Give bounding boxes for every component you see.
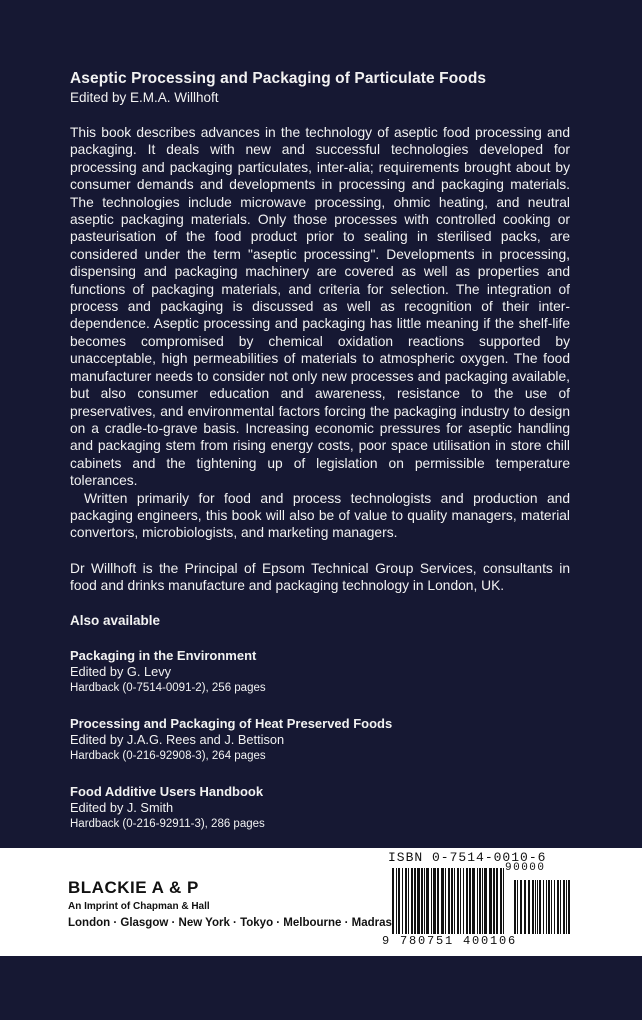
publisher-imprint: An Imprint of Chapman & Hall <box>68 901 210 912</box>
book-title: Aseptic Processing and Packaging of Particulate Foods <box>70 70 487 87</box>
related-book-info: Hardback (0-7514-0091-2), 256 pages <box>70 681 266 694</box>
related-book-editor: Edited by G. Levy <box>70 663 172 679</box>
related-book-editor: Edited by J. Smith <box>70 799 174 815</box>
related-book <box>70 784 570 832</box>
related-book <box>70 716 570 764</box>
barcode-icon <box>392 868 572 938</box>
barcode-number: 9 780751 400106 <box>382 934 518 948</box>
publisher-logo: BLACKIE A & P <box>68 878 199 897</box>
bottom-strip <box>0 956 642 1020</box>
related-book-title: Packaging in the Environment <box>70 647 257 663</box>
cover-content <box>70 70 570 832</box>
description <box>70 124 570 542</box>
related-book-editor: Edited by J.A.G. Rees and J. Bettison <box>70 731 285 747</box>
isbn-label: ISBN 0-7514-0010-6 <box>388 850 547 865</box>
related-book <box>70 648 570 696</box>
description-paragraph: This book describes advances in the technology of aseptic food processing and packaging. It deals with new and successful technologies developed for processing and packaging particulates, inter-alia; requirements brought about by consumer demands and developments in processing and packaging materials. The technologies include microwave processing, ohmic heating, and neutral aseptic packaging materials. Only those processes with controlled cooking or pasteurisation of the food product prior to sealing in sterilised packs, are considered under the term "aseptic processing". Developments in processing, dispensing and packaging machinery are covered as well as properties and functions of packaging materials, and criteria for selection. The integration of process and packaging is discussed as well as recognition of their inter-dependence. Aseptic processing and packaging has little meaning if the shelf-life becomes compromised by chemical oxidation reactions supported by unacceptable, high permeabilities of materials to atmospheric oxygen. The food manufacturer needs to consider not only new processes and packaging available, but also consumer education and awareness, resistance to the use of preservatives, and environmental factors forcing the packaging industry to design on a cradle-to-grave basis. Increasing economic pressures for aseptic handling and packaging stem from rising energy costs, poor space utilisation in store chill cabinets and the tightening up of legislation on permissible temperature tolerances. <box>70 125 570 489</box>
author-bio: Dr Willhoft is the Principal of Epsom Technical Group Services, consultants in food and drinks manufacture and packaging technology in London, UK. <box>70 560 570 594</box>
book-editor: Edited by E.M.A. Willhoft <box>70 90 219 105</box>
publisher-cities: London · Glasgow · New York · Tokyo · Melbourne · Madras <box>68 917 392 929</box>
barcode-addon: 90000 <box>505 862 546 874</box>
related-book-title: Processing and Packaging of Heat Preserved Foods <box>70 715 393 731</box>
publisher-band <box>0 848 642 956</box>
also-available-heading: Also available <box>70 612 161 628</box>
description-paragraph: Written primarily for food and process technologists and production and packaging engineers, this book will also be of value to quality managers, material convertors, microbiologists, and marketing managers. <box>70 490 570 541</box>
related-book-info: Hardback (0-216-92911-3), 286 pages <box>70 817 265 830</box>
related-book-info: Hardback (0-216-92908-3), 264 pages <box>70 749 266 762</box>
publisher-block <box>68 878 392 929</box>
related-book-title: Food Additive Users Handbook <box>70 783 264 799</box>
